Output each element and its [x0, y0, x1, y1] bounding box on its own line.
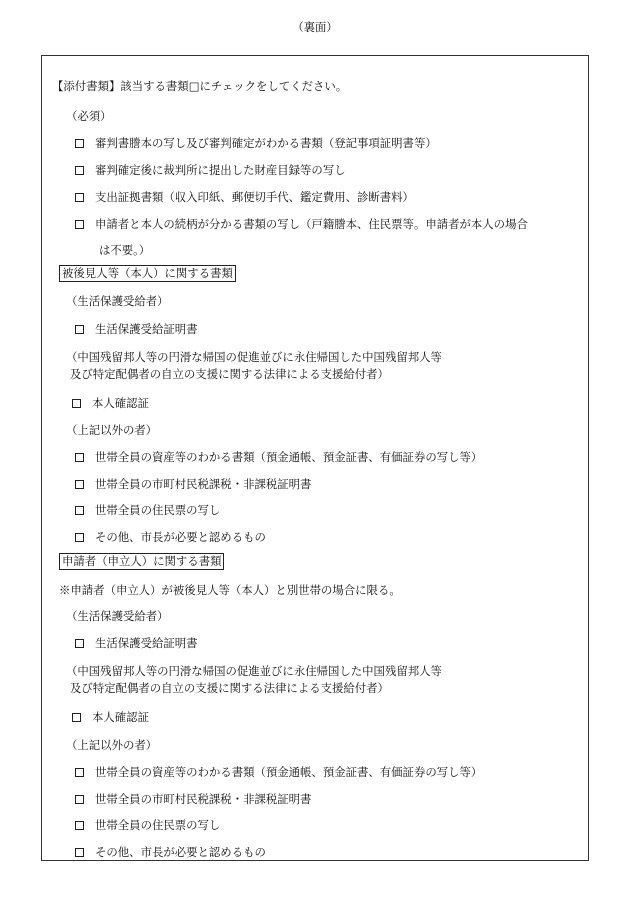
applicant-returnee-item: 本人確認証 [72, 710, 149, 724]
ward-welfare-checkbox[interactable] [75, 325, 84, 334]
ward-other-item-4: その他、市長が必要と認めるもの [75, 530, 266, 544]
required-item-3-checkbox[interactable] [75, 193, 84, 202]
applicant-other-item-1: 世帯全員の資産等のわかる書類（預金通帳、預金証書、有価証券の写し等） [75, 765, 482, 779]
applicant-welfare-checkbox[interactable] [75, 639, 84, 648]
ward-other-item-3-checkbox[interactable] [75, 506, 84, 515]
ward-returnee-heading-1: （中国残留邦人等の円滑な帰国の促進並びに永住帰国した中国残留邦人等 [66, 350, 442, 364]
ward-other-item-2-checkbox[interactable] [75, 480, 84, 489]
applicant-note: ※申請者（申立人）が被後見人等（本人）と別世帯の場合に限る。 [59, 583, 401, 597]
applicant-section-title: 申請者（申立人）に関する書類 [59, 553, 224, 570]
required-item-4-checkbox[interactable] [75, 220, 84, 229]
ward-welfare-item: 生活保護受給証明書 [75, 322, 198, 336]
attachment-form [41, 55, 589, 861]
ward-other-item-1-checkbox[interactable] [75, 453, 84, 462]
applicant-other-item-4: その他、市長が必要と認めるもの [75, 845, 266, 859]
ward-other-item-2: 世帯全員の市町村民税課税・非課税証明書 [75, 477, 311, 491]
applicant-returnee-checkbox[interactable] [72, 713, 81, 722]
ward-returnee-item: 本人確認証 [72, 396, 149, 410]
applicant-other-item-3-checkbox[interactable] [75, 821, 84, 830]
applicant-other-item-3: 世帯全員の住民票の写し [75, 818, 220, 832]
required-heading: （必須） [66, 109, 112, 123]
applicant-welfare-heading: （生活保護受給者） [66, 609, 169, 623]
required-item-3: 支出証拠書類（収入印紙、郵便切手代、鑑定費用、診断書料） [75, 190, 414, 204]
ward-returnee-checkbox[interactable] [72, 399, 81, 408]
required-item-1-checkbox[interactable] [75, 139, 84, 148]
applicant-other-item-1-checkbox[interactable] [75, 768, 84, 777]
required-item-4: 申請者と本人の続柄が分かる書類の写し（戸籍謄本、住民票等。申請者が本人の場合 [75, 217, 528, 231]
required-item-2-checkbox[interactable] [75, 166, 84, 175]
ward-other-item-1: 世帯全員の資産等のわかる書類（預金通帳、預金証書、有価証券の写し等） [75, 450, 482, 464]
ward-other-heading: （上記以外の者） [66, 423, 158, 437]
applicant-other-item-4-checkbox[interactable] [75, 848, 84, 857]
ward-section-title: 被後見人等（本人）に関する書類 [59, 265, 236, 282]
applicant-returnee-heading-1: （中国残留邦人等の円滑な帰国の促進並びに永住帰国した中国残留邦人等 [66, 664, 442, 678]
page-label: （裏面） [292, 20, 338, 34]
required-item-2: 審判確定後に裁判所に提出した財産目録等の写し [75, 163, 346, 177]
required-item-1: 審判書謄本の写し及び審判確定がわかる書類（登記事項証明書等） [75, 136, 437, 150]
ward-other-item-3: 世帯全員の住民票の写し [75, 503, 220, 517]
ward-other-item-4-checkbox[interactable] [75, 533, 84, 542]
applicant-welfare-item: 生活保護受給証明書 [75, 636, 198, 650]
required-item-4-continuation: は不要。） [99, 243, 151, 257]
applicant-other-heading: （上記以外の者） [66, 738, 158, 752]
ward-returnee-heading-2: 及び特定配偶者の自立の支援に関する法律による支援給付者） [70, 367, 389, 381]
form-intro: 【添付書類】該当する書類□にチェックをしてください。 [52, 79, 348, 93]
applicant-returnee-heading-2: 及び特定配偶者の自立の支援に関する法律による支援給付者） [70, 681, 389, 695]
applicant-other-item-2-checkbox[interactable] [75, 795, 84, 804]
applicant-other-item-2: 世帯全員の市町村民税課税・非課税証明書 [75, 792, 311, 806]
ward-welfare-heading: （生活保護受給者） [66, 294, 169, 308]
